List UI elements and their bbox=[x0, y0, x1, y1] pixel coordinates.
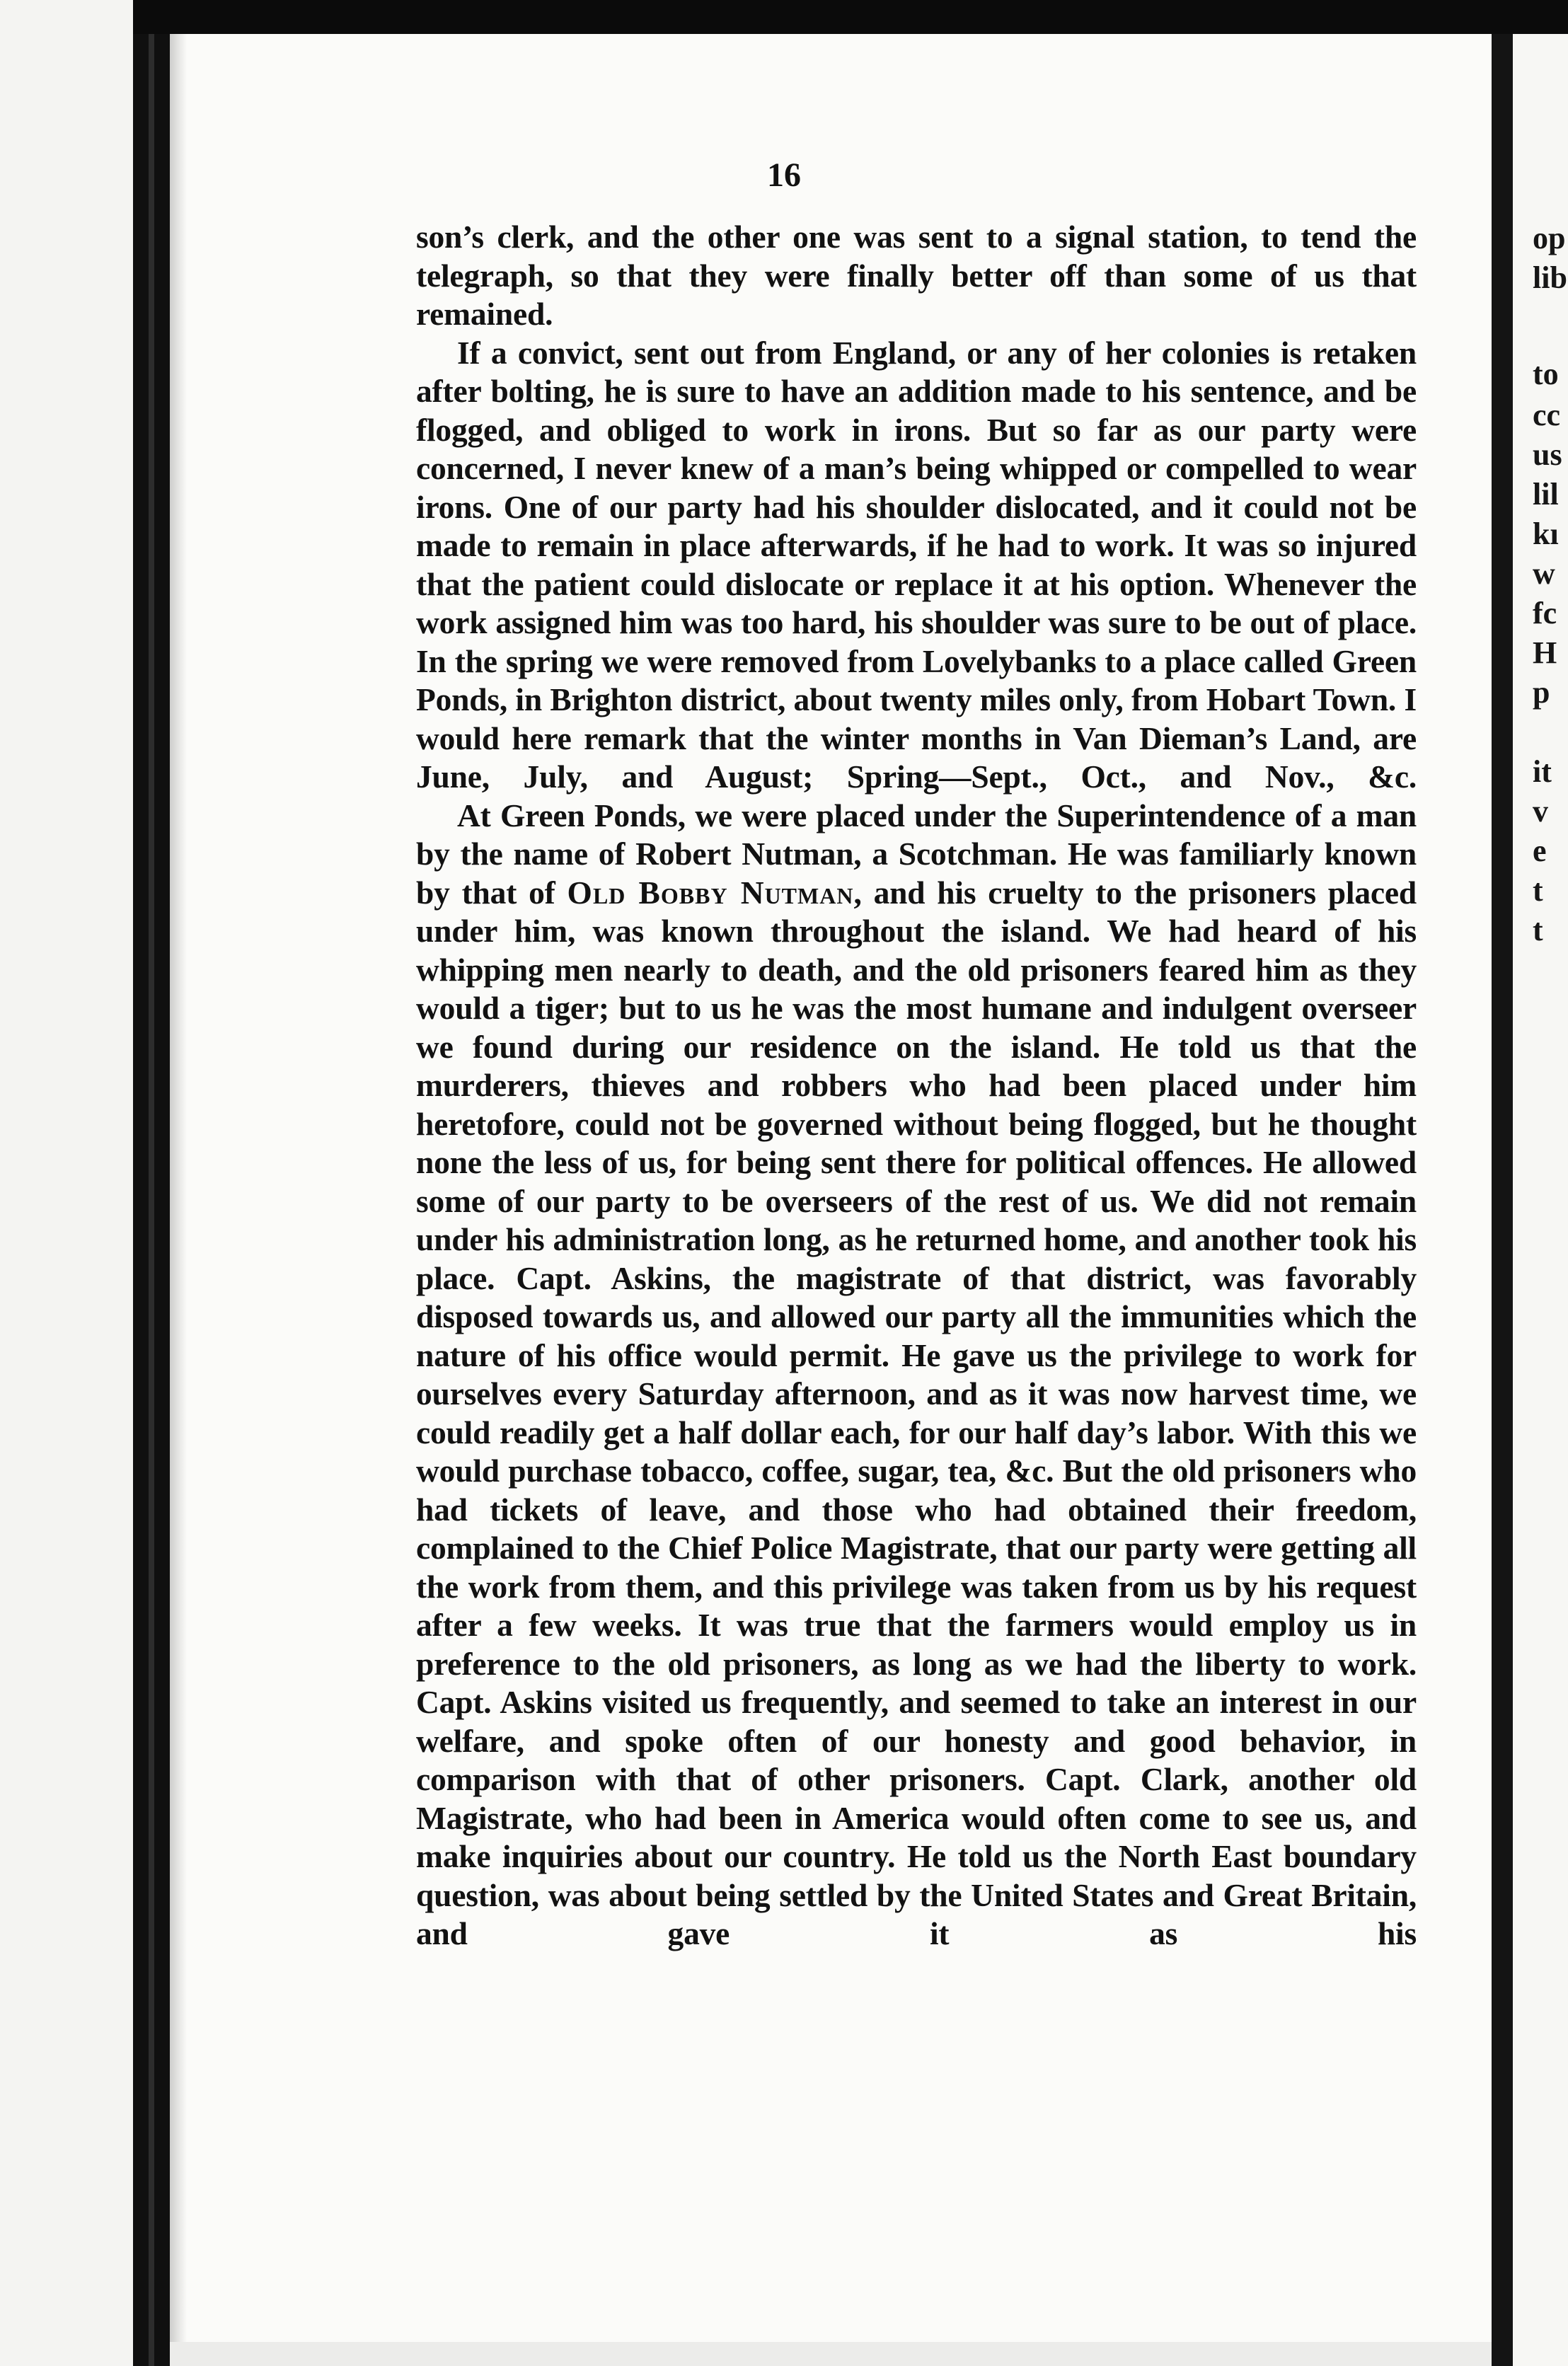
right-gutter-shadow bbox=[1492, 34, 1513, 2366]
adjacent-page-fragment: H bbox=[1533, 635, 1557, 670]
scan-left-margin bbox=[0, 0, 133, 2366]
adjacent-page-fragment: us bbox=[1533, 437, 1562, 472]
adjacent-page-strip bbox=[1513, 34, 1568, 2366]
page-gutter-shadow bbox=[170, 34, 187, 2366]
paragraph: son’s clerk, and the other one was sent to a signal station, to tend the telegraph, so that they were finally better off than some of us that remained. bbox=[416, 219, 1417, 332]
adjacent-page-fragment: kı bbox=[1533, 517, 1559, 551]
book-spine-gap bbox=[149, 34, 154, 2366]
adjacent-page-fragment: fc bbox=[1533, 596, 1557, 630]
page-number: 16 bbox=[767, 156, 801, 194]
adjacent-page-fragment: to bbox=[1533, 357, 1559, 391]
adjacent-page-fragment: t bbox=[1533, 913, 1543, 947]
adjacent-page-fragment: it bbox=[1533, 754, 1552, 789]
adjacent-page-fragment: p bbox=[1533, 675, 1550, 710]
paragraph-text: , and his cruelty to the prisoners placed under him, was known throughout the island. We had heard of his whipping men nearly to death, and the old prisoners feared him as they would a tiger; but to us he was the most humane and indulgent overseer we found during our residence on the island. He told us that the murderers, thieves and robbers who had been placed under him heretofore, could not be governed without being flogged, but he thought none the less of us, for being sent there for political offences. He allowed some of our party to be overseers of the rest of us. We did not remain under his administration long, as he returned home, and another took his place. Capt. Askins, the magistrate of that district, was favorably disposed towards us, and allowed our party all the immunities which the nature of his office would permit. He gave us the privilege to work for ourselves every Saturday afternoon, and as it was now harvest time, we could readily get a half dollar each, for our half day’s labor. With this we would purchase tobacco, coffee, sugar, tea, &c. But the old prisoners who had tickets of leave, and those who had obtained their freedom, complained to the Chief Police Magistrate, that our party were getting all the work from them, and this privilege was taken from us by his request after a few weeks. It was true that the farmers would employ us in preference to the old prisoners, as long as we had the liberty to work. Capt. Askins visited us frequently, and seemed to take an interest in our welfare, and spoke often of our honesty and good behavior, in comparison with that of other prisoners. Capt. Clark, another old Magistrate, who had been in America would often come to see us, and make inquiries about our country. He told us the North East boundary question, was about being settled by the United States and Great Britain, and gave it as his bbox=[416, 874, 1417, 1951]
adjacent-page-fragment: e bbox=[1533, 833, 1547, 868]
adjacent-page-fragment: lil bbox=[1533, 477, 1559, 512]
adjacent-page-fragment: op bbox=[1533, 221, 1566, 255]
paragraph bbox=[416, 797, 1417, 1954]
adjacent-page-fragment: w bbox=[1533, 556, 1555, 591]
page-bottom-edge bbox=[170, 2342, 1492, 2366]
paragraph: If a convict, sent out from England, or any of her colonies is retaken after bolting, he is sure to have an addition made to his sentence, and be flogged, and obliged to work in irons. But so far as our party were concerned, I never knew of a man’s being whipped or compelled to wear irons. One of our party had his shoulder dislocated, and it could not be made to remain in place afterwards, if he had to work. It was so injured that the patient could dislocate or replace it at his option. Whenever the work assigned him was too hard, his shoulder was sure to be out of place. In the spring we were removed from Lovelybanks to a place called Green Ponds, in Brighton district, about twenty miles only, from Hobart Town. I would here remark that the winter months in Van Dieman’s Land, are June, July, and August; Spring—Sept., Oct., and Nov., &c. bbox=[416, 334, 1417, 795]
adjacent-page-fragment: cc bbox=[1533, 398, 1561, 432]
paragraph-text: At Green Ponds, we were placed under the Superintendence of a man by the name of Robert Nutman, a Scotchman. He was familiarly known by that of bbox=[416, 797, 1417, 911]
scan-top-border bbox=[0, 0, 1568, 34]
page-body-text bbox=[416, 218, 1417, 1954]
adjacent-page-fragment: lib bbox=[1533, 260, 1567, 295]
adjacent-page-fragment: v bbox=[1533, 794, 1548, 829]
adjacent-page-fragment: t bbox=[1533, 873, 1543, 908]
small-caps-name: Old Bobby Nutman bbox=[567, 874, 854, 911]
